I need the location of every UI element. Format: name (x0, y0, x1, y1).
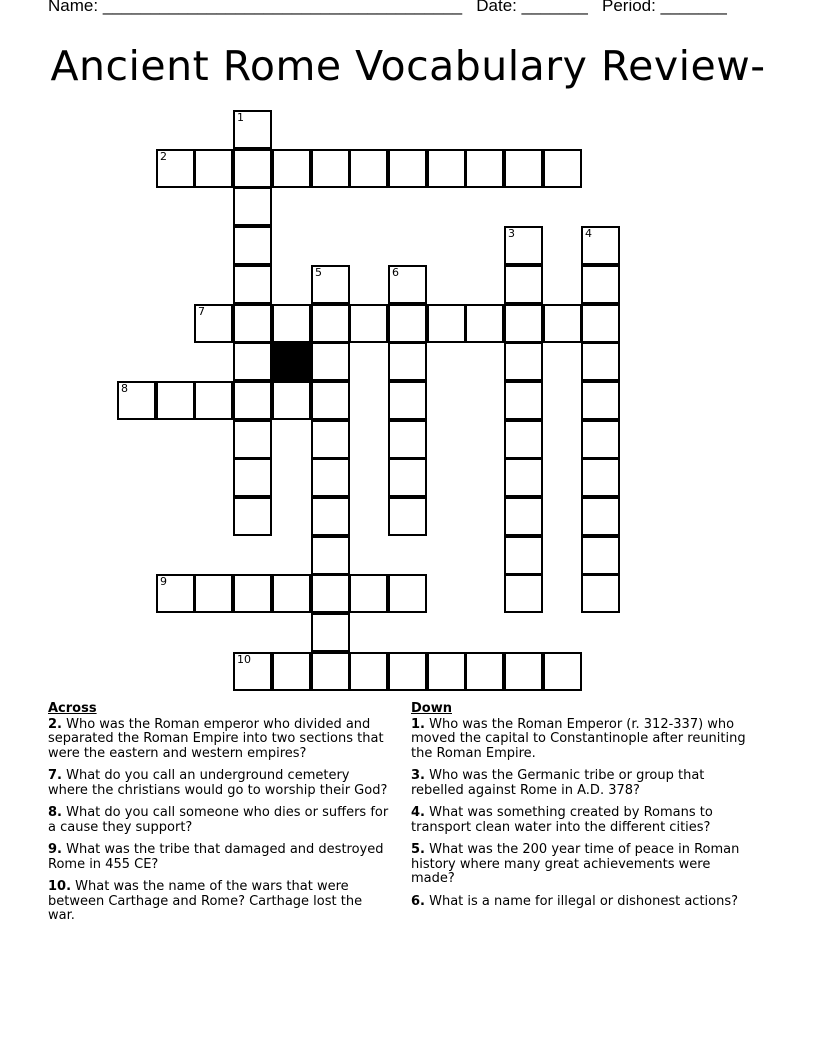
crossword-cell[interactable] (388, 265, 427, 304)
crossword-cell[interactable] (349, 574, 388, 613)
clue-text: What was the tribe that damaged and destroyed Rome in 455 CE? (48, 842, 384, 872)
crossword-cell[interactable] (233, 304, 272, 343)
crossword-cell[interactable] (233, 652, 272, 691)
crossword-cell[interactable] (504, 458, 543, 497)
cell-number: 5 (315, 266, 322, 279)
across-clues (48, 702, 393, 932)
crossword-cell[interactable] (581, 304, 620, 343)
crossword-cell[interactable] (349, 652, 388, 691)
cell-number: 7 (198, 305, 205, 318)
name-blank[interactable]: ______________________________________ (102, 0, 463, 15)
crossword-cell[interactable] (581, 226, 620, 265)
crossword-cell[interactable] (388, 381, 427, 420)
clue-text: Who was the Roman emperor who divided and separated the Roman Empire into two sections that were the eastern and western empires? (48, 716, 384, 761)
crossword-cell[interactable] (311, 458, 350, 497)
crossword-cell[interactable] (311, 497, 350, 536)
crossword-cell[interactable] (504, 342, 543, 381)
clue-text: What do you call an underground cemetery where the christians would go to worship their God? (48, 768, 388, 798)
crossword-cell[interactable] (465, 652, 504, 691)
clue-text: What do you call someone who dies or suffers for a cause they support? (48, 805, 389, 835)
clue-number: 6. (411, 893, 425, 909)
clue-number: 3. (411, 768, 425, 783)
clue-across-2 (48, 718, 393, 762)
crossword-cell[interactable] (427, 149, 466, 188)
crossword-cell[interactable] (272, 381, 311, 420)
crossword-cell[interactable] (504, 265, 543, 304)
date-blank[interactable]: _______ (521, 0, 588, 15)
clue-text: What is a name for illegal or dishonest actions? (429, 893, 739, 909)
crossword-cell[interactable] (504, 497, 543, 536)
crossword-cell[interactable] (194, 149, 233, 188)
crossword-cell[interactable] (233, 265, 272, 304)
cell-number: 3 (508, 227, 515, 240)
crossword-cell[interactable] (504, 574, 543, 613)
crossword-cell[interactable] (311, 381, 350, 420)
crossword-cell[interactable] (117, 381, 156, 420)
clue-down-5 (411, 843, 756, 887)
crossword-cell[interactable] (388, 304, 427, 343)
clue-number: 8. (48, 805, 62, 820)
cell-number: 8 (121, 382, 128, 395)
crossword-cell[interactable] (233, 149, 272, 188)
crossword-cell[interactable] (156, 149, 195, 188)
crossword-cell[interactable] (311, 652, 350, 691)
crossword-cell[interactable] (581, 497, 620, 536)
crossword-cell[interactable] (233, 458, 272, 497)
crossword-cell[interactable] (233, 420, 272, 459)
name-label: Name: (48, 0, 99, 15)
clue-down-6 (411, 895, 756, 910)
crossword-cell[interactable] (272, 149, 311, 188)
crossword-cell[interactable] (272, 574, 311, 613)
clue-number: 4. (411, 805, 425, 820)
crossword-cell[interactable] (233, 497, 272, 536)
crossword-cell[interactable] (465, 304, 504, 343)
down-clues (411, 702, 756, 917)
clue-down-4 (411, 806, 756, 835)
crossword-cell[interactable] (156, 574, 195, 613)
crossword-cell[interactable] (427, 652, 466, 691)
across-heading: Across (48, 701, 97, 716)
crossword-cell[interactable] (581, 574, 620, 613)
period-label: Period: (602, 0, 656, 15)
crossword-cell[interactable] (311, 265, 350, 304)
crossword-cell[interactable] (581, 265, 620, 304)
black-square (272, 342, 311, 381)
page-title: Ancient Rome Vocabulary Review- (50, 42, 766, 90)
crossword-cell[interactable] (465, 149, 504, 188)
crossword-cell[interactable] (388, 342, 427, 381)
crossword-cell[interactable] (233, 187, 272, 226)
clue-down-3 (411, 769, 756, 798)
crossword-cell[interactable] (311, 149, 350, 188)
crossword-cell[interactable] (504, 226, 543, 265)
crossword-cell[interactable] (233, 110, 272, 149)
crossword-cell[interactable] (388, 458, 427, 497)
crossword-cell[interactable] (311, 420, 350, 459)
crossword-cell[interactable] (233, 226, 272, 265)
clue-down-1 (411, 718, 756, 762)
crossword-cell[interactable] (194, 304, 233, 343)
crossword-cell[interactable] (233, 381, 272, 420)
crossword-cell[interactable] (311, 536, 350, 575)
clue-number: 10. (48, 879, 72, 894)
crossword-cell[interactable] (349, 304, 388, 343)
crossword-cell[interactable] (504, 420, 543, 459)
clue-text: What was the 200 year time of peace in Roman history where many great achievements were made? (411, 842, 740, 886)
cell-number: 10 (237, 653, 251, 666)
crossword-cell[interactable] (581, 342, 620, 381)
crossword-cell[interactable] (504, 304, 543, 343)
clue-text: What was the name of the wars that were between Carthage and Rome? Carthage lost the war. (48, 879, 363, 923)
cell-number: 9 (160, 575, 167, 588)
crossword-cell[interactable] (272, 652, 311, 691)
clue-across-9 (48, 843, 393, 872)
crossword-cell[interactable] (543, 149, 582, 188)
crossword-cell[interactable] (349, 149, 388, 188)
clue-number: 1. (411, 716, 425, 732)
clue-number: 2. (48, 716, 62, 732)
crossword-cell[interactable] (388, 574, 427, 613)
crossword-cell[interactable] (504, 149, 543, 188)
crossword-cell[interactable] (543, 304, 582, 343)
clue-across-7 (48, 769, 393, 798)
crossword-cell[interactable] (311, 613, 350, 652)
crossword-cell[interactable] (311, 304, 350, 343)
crossword-cell[interactable] (581, 458, 620, 497)
crossword-cell[interactable] (311, 574, 350, 613)
clue-number: 9. (48, 842, 62, 857)
clue-across-8 (48, 806, 393, 835)
crossword-cell[interactable] (194, 381, 233, 420)
crossword-cell[interactable] (233, 342, 272, 381)
down-heading: Down (411, 701, 452, 716)
crossword-cell[interactable] (388, 497, 427, 536)
clue-text: Who was the Germanic tribe or group that rebelled against Rome in A.D. 378? (411, 768, 705, 798)
crossword-cell[interactable] (233, 574, 272, 613)
crossword-cell[interactable] (194, 574, 233, 613)
crossword-cell[interactable] (543, 652, 582, 691)
clue-text: What was something created by Romans to transport clean water into the different cities? (411, 805, 713, 835)
clue-number: 5. (411, 842, 425, 857)
crossword-cell[interactable] (311, 342, 350, 381)
crossword-cell[interactable] (427, 304, 466, 343)
crossword-cell[interactable] (388, 652, 427, 691)
crossword-cell[interactable] (581, 536, 620, 575)
clue-number: 7. (48, 768, 62, 783)
crossword-cell[interactable] (581, 381, 620, 420)
cell-number: 4 (585, 227, 592, 240)
crossword-cell[interactable] (581, 420, 620, 459)
cell-number: 1 (237, 111, 244, 124)
period-blank[interactable]: _______ (660, 0, 727, 15)
crossword-cell[interactable] (504, 381, 543, 420)
crossword-cell[interactable] (388, 420, 427, 459)
clue-across-10 (48, 880, 393, 924)
cell-number: 6 (392, 266, 399, 279)
cell-number: 2 (160, 150, 167, 163)
crossword-cell[interactable] (504, 536, 543, 575)
crossword-cell[interactable] (388, 149, 427, 188)
clue-text: Who was the Roman Emperor (r. 312-337) who moved the capital to Constantinople after reuniting the Roman Empire. (411, 716, 746, 761)
date-label: Date: (476, 0, 517, 15)
crossword-cell[interactable] (156, 381, 195, 420)
crossword-cell[interactable] (504, 652, 543, 691)
crossword-cell[interactable] (272, 304, 311, 343)
